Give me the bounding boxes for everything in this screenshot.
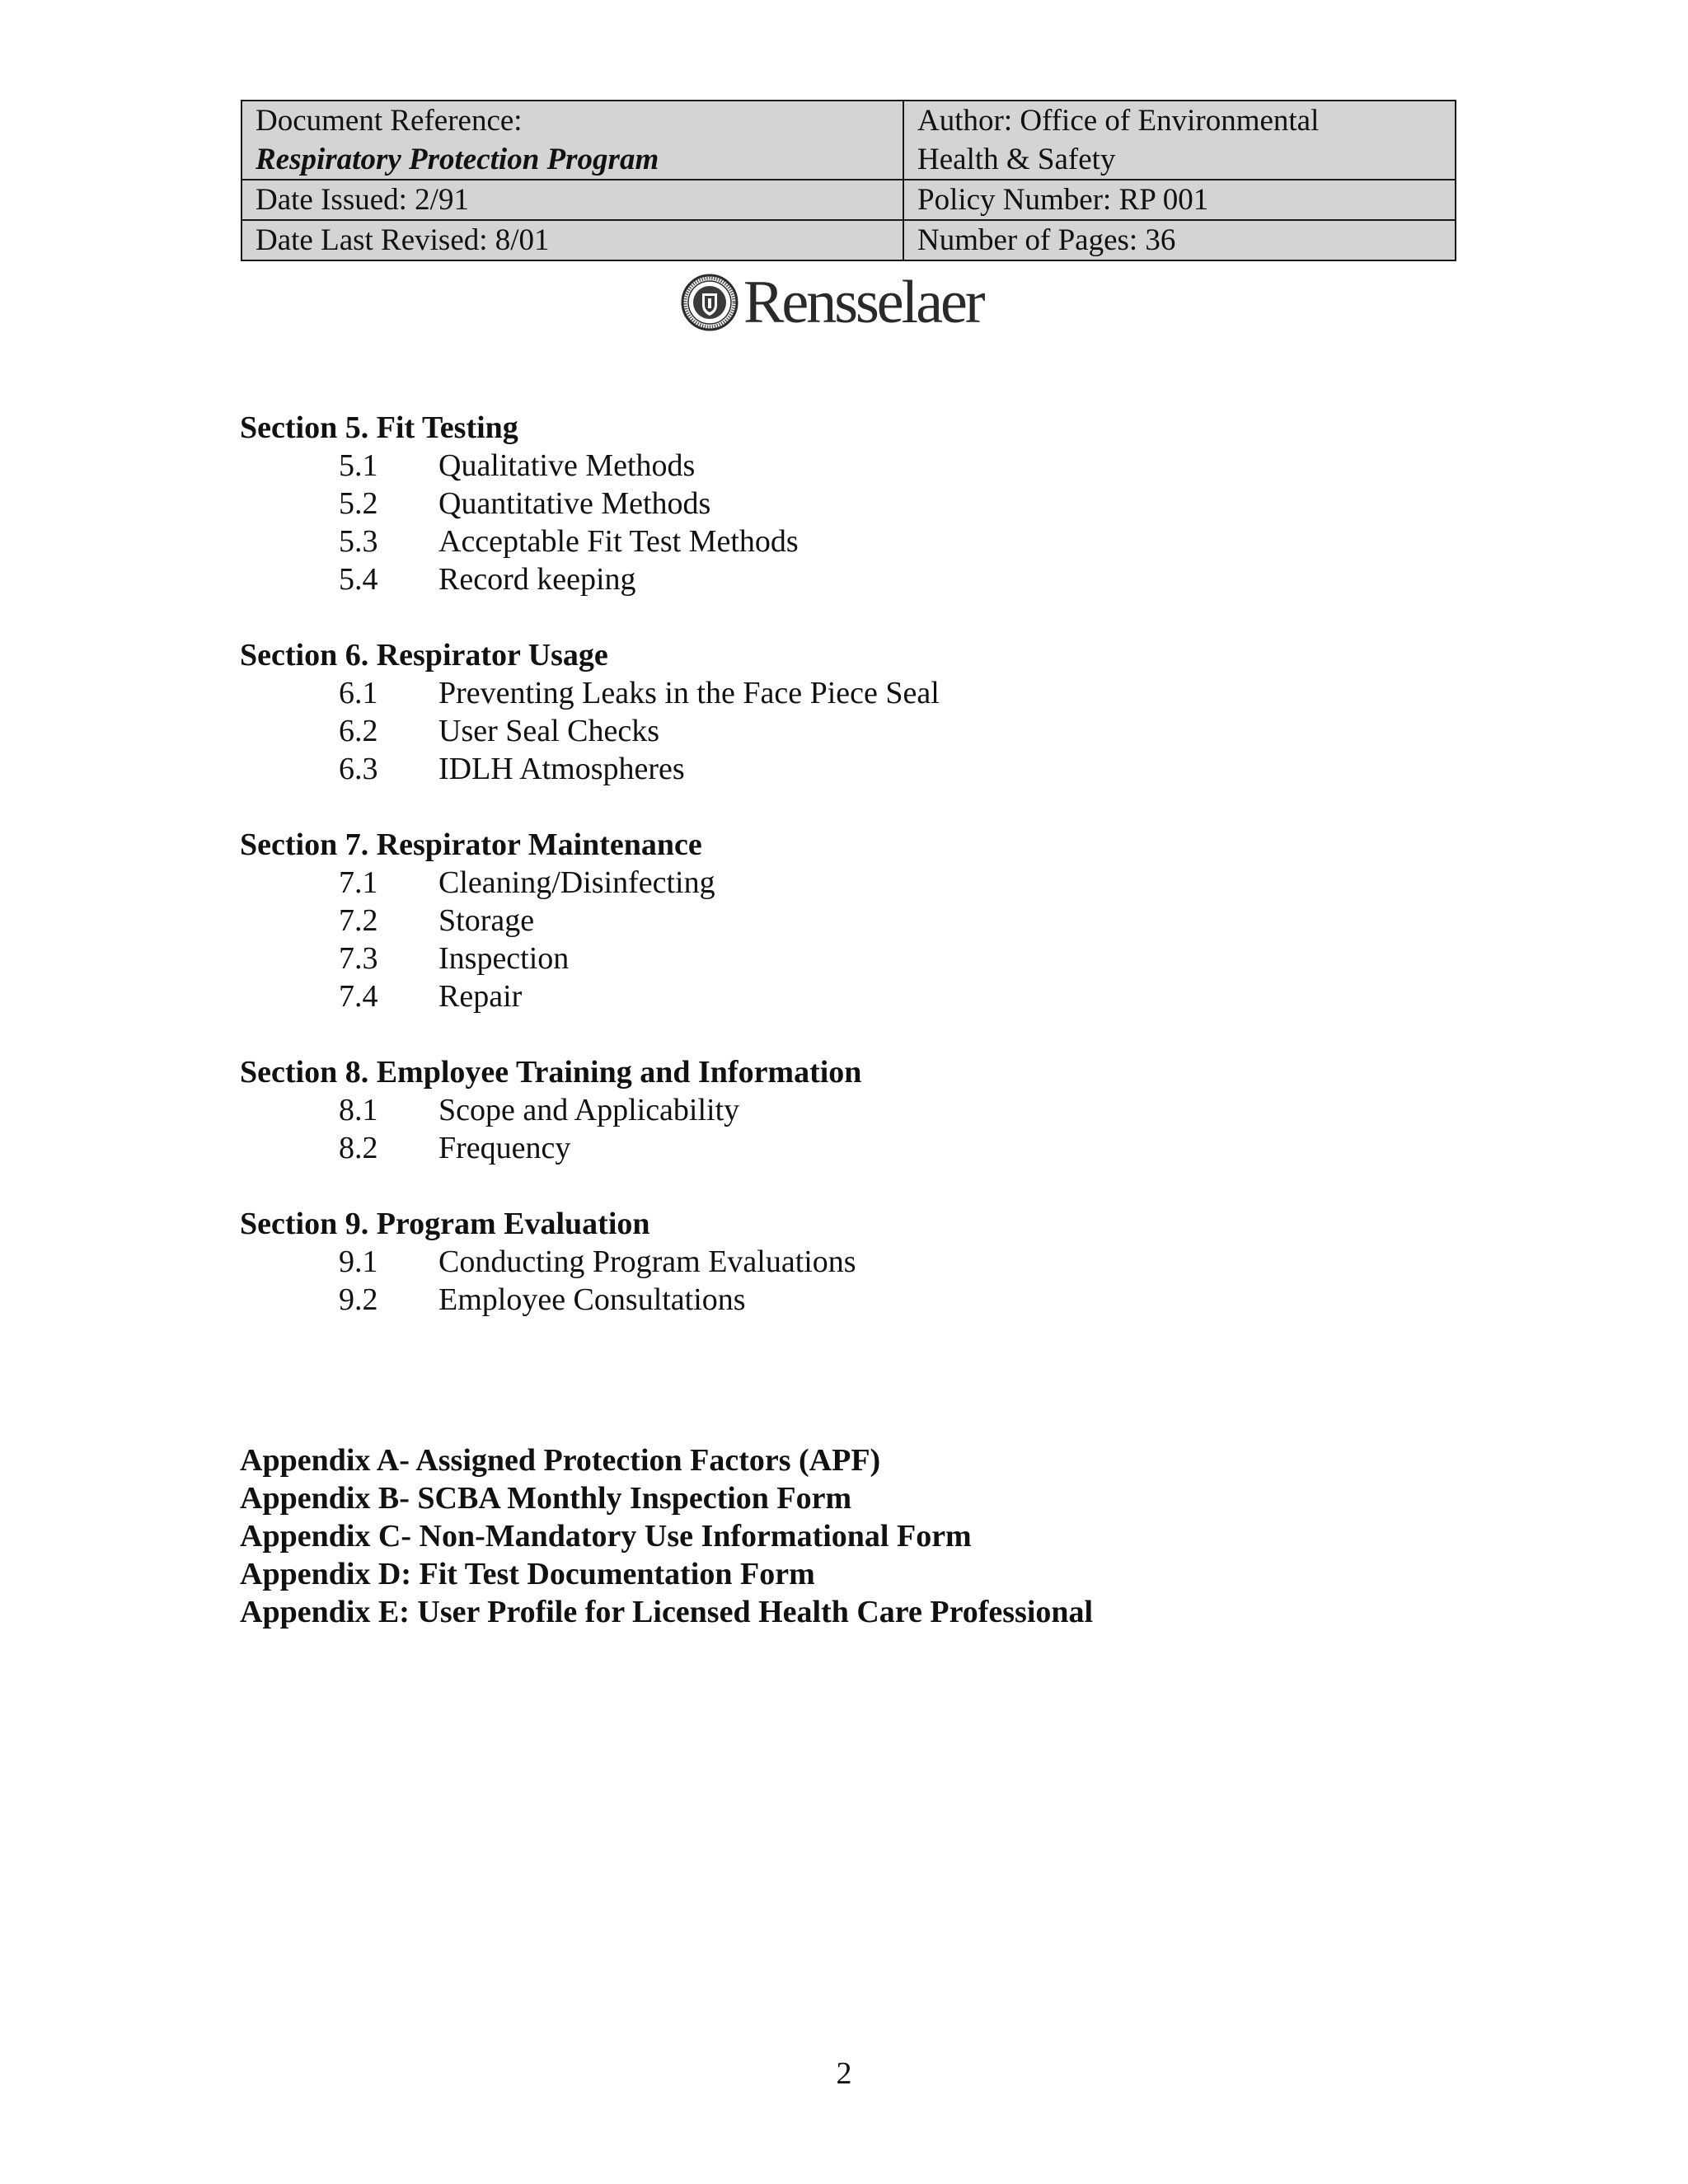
appendix-item: Appendix E: User Profile for Licensed Health Care Professional [240,1595,1094,1629]
date-revised-cell: Date Last Revised: 8/01 [241,220,903,260]
date-issued-cell: Date Issued: 2/91 [241,180,903,220]
toc-item-number: 5.3 [339,524,378,559]
toc-item-label: Employee Consultations [438,1282,746,1317]
toc-item-number: 8.2 [339,1131,378,1165]
section-title: Section 6. Respirator Usage [240,638,608,673]
author-line-1: Author: Office of Environmental [917,104,1320,138]
toc-item [240,1281,1476,1319]
toc-item [240,1129,1476,1167]
toc-item-number: 8.1 [339,1093,378,1127]
toc-item-number: 5.4 [339,562,378,597]
appendix-item: Appendix C- Non-Mandatory Use Informational Form [240,1519,972,1554]
toc-item [240,940,1476,977]
toc-item-label: Quantitative Methods [438,486,711,521]
logo-wordmark: Rensselaer [743,269,983,336]
section-title: Section 7. Respirator Maintenance [240,827,702,862]
section-title: Section 9. Program Evaluation [240,1207,650,1241]
toc-item [240,523,1476,560]
toc-item-number: 7.1 [339,865,378,900]
toc-item-label: Conducting Program Evaluations [438,1244,856,1279]
toc-item-number: 6.2 [339,714,378,748]
toc-item-number: 7.3 [339,941,378,976]
author-line-2: Health & Safety [917,143,1116,176]
toc-item [240,750,1476,788]
toc-item-label: Acceptable Fit Test Methods [438,524,799,559]
toc-item-label: Frequency [438,1131,571,1165]
toc-item-label: User Seal Checks [438,714,660,748]
page-number: 2 [836,2056,852,2091]
toc-item [240,902,1476,940]
appendix-list [240,1441,1093,1631]
toc-item-number: 7.2 [339,903,378,938]
university-seal-icon [681,274,738,331]
section-title: Section 8. Employee Training and Information [240,1055,862,1090]
toc-item [240,712,1476,750]
toc-item-number: 9.2 [339,1282,378,1317]
toc-section [240,1053,1476,1167]
toc-item-label: Repair [438,979,523,1014]
rensselaer-logo [681,269,1010,336]
toc-item-label: Storage [438,903,535,938]
doc-reference-title: Respiratory Protection Program [256,143,659,176]
toc-item [240,447,1476,485]
toc-item-label: Scope and Applicability [438,1093,740,1127]
toc-item-number: 9.1 [339,1244,378,1279]
document-header-table [241,100,1456,261]
header-row [241,220,1456,260]
author-cell [903,101,1456,180]
toc-item [240,864,1476,902]
toc-item [240,1091,1476,1129]
toc-item-number: 5.2 [339,486,378,521]
header-row [241,101,1456,180]
toc-item-label: Qualitative Methods [438,448,696,483]
toc-item-label: Cleaning/Disinfecting [438,865,715,900]
toc-section [240,1205,1476,1319]
table-of-contents [240,409,1476,1357]
toc-item-number: 7.4 [339,979,378,1014]
policy-number-cell: Policy Number: RP 001 [903,180,1456,220]
appendix-item: Appendix D: Fit Test Documentation Form [240,1557,815,1591]
toc-item-label: Record keeping [438,562,636,597]
toc-item [240,977,1476,1015]
toc-item-number: 6.3 [339,752,378,786]
toc-item [240,485,1476,523]
appendix-item: Appendix A- Assigned Protection Factors (APF) [240,1443,881,1478]
toc-item-number: 5.1 [339,448,378,483]
toc-item [240,1243,1476,1281]
doc-reference-cell [241,101,903,180]
toc-item-label: IDLH Atmospheres [438,752,685,786]
header-row [241,180,1456,220]
doc-reference-label: Document Reference: [256,104,523,138]
toc-item-label: Inspection [438,941,570,976]
toc-section [240,826,1476,1015]
toc-section [240,409,1476,598]
toc-section [240,636,1476,788]
toc-item [240,560,1476,598]
section-title: Section 5. Fit Testing [240,410,518,445]
toc-item-number: 6.1 [339,676,378,710]
number-of-pages-cell: Number of Pages: 36 [903,220,1456,260]
toc-item [240,674,1476,712]
toc-item-label: Preventing Leaks in the Face Piece Seal [438,676,940,710]
appendix-item: Appendix B- SCBA Monthly Inspection Form [240,1481,852,1516]
